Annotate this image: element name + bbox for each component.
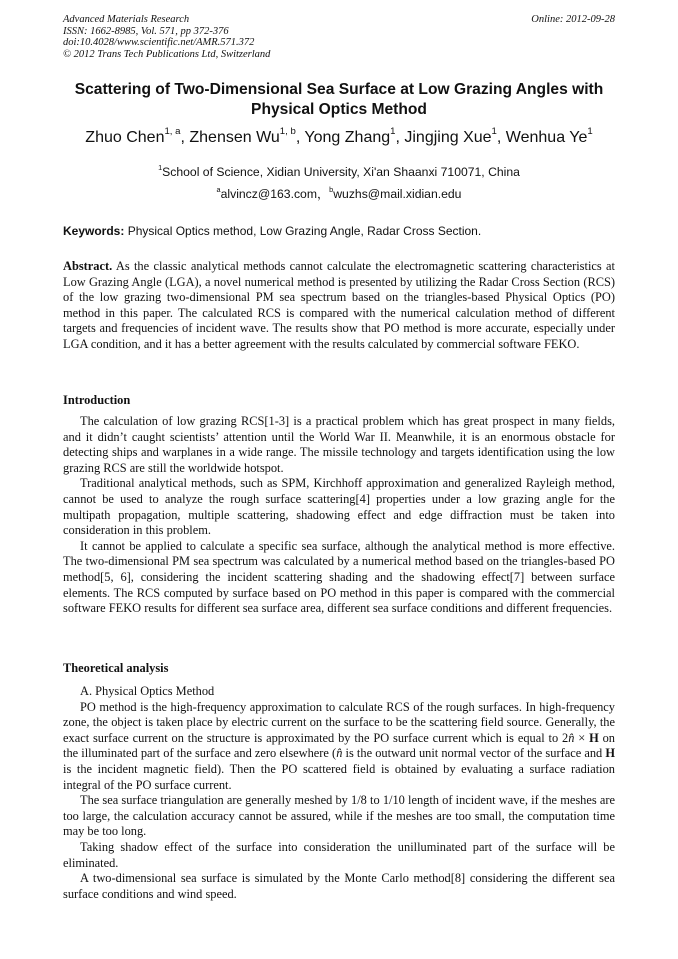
online-date: Online: 2012-09-28 — [531, 14, 615, 25]
section-heading-theoretical: Theoretical analysis — [63, 661, 169, 675]
formula-part: 2 — [562, 730, 569, 745]
journal-header — [63, 14, 615, 60]
abstract-text: As the classic analytical methods cannot calculate the electromagnetic scattering characteristics at Low Grazing Angle (LGA), a novel numerical method is presented by utilizing the Radar Cross Section (RCS) of the low grazing two-dimensional PM sea spectrum based on the triangles-based Physical Optics (PO) method in this paper. The calculated RCS is compared with the numerical calculation method of different targets and frequencies of incident wave. The results show that PO method is more accurate, especially under LGA condition, and it has a better agreement with the results calculated by commercial software FEKO. — [63, 259, 615, 351]
title-line-2: Physical Optics Method — [251, 101, 427, 118]
title-line-1: Scattering of Two-Dimensional Sea Surface at Low Grazing Angles with — [74, 81, 604, 98]
author-list — [40, 128, 638, 148]
email-separator: ， — [316, 187, 330, 201]
keywords-text: Physical Optics method, Low Grazing Angle, Radar Cross Section. — [124, 224, 482, 238]
email-a-sup: a — [216, 184, 221, 194]
author-name: Yong Zhang — [304, 129, 391, 146]
author-name: Wenhua Ye — [505, 129, 588, 146]
author-sup: 1, a — [164, 126, 181, 138]
formula-part: × — [574, 730, 590, 745]
paragraph: A two-dimensional sea surface is simulated by the Monte Carlo method[8] considering the different sea surface conditions and wind speed. — [63, 871, 615, 901]
doi-line: doi:10.4028/www.scientific.net/AMR.571.372 — [63, 37, 255, 48]
text-run: on the illuminated part of the surface and zero elsewhere ( — [63, 730, 615, 761]
author-sup: 1, b — [279, 126, 296, 138]
author-sup: 1 — [491, 126, 497, 138]
author-sep: , — [180, 129, 190, 146]
author-name: Zhuo Chen — [85, 129, 165, 146]
subheading-physical-optics: A. Physical Optics Method — [80, 684, 215, 698]
paragraph: The sea surface triangulation are generally meshed by 1/8 to 1/10 length of incident wave, if the meshes are too large, the calculation accuracy cannot be assured, while if the meshes are too small, the computation time may be too long. — [63, 793, 615, 839]
email-a[interactable]: alvincz@163.com — [220, 187, 317, 201]
affiliation-sup: 1 — [158, 162, 163, 172]
email-b[interactable]: wuzhs@mail.xidian.edu — [333, 187, 462, 201]
journal-name: Advanced Materials Research — [63, 14, 190, 25]
author-sep: , — [295, 129, 305, 146]
section-heading-introduction: Introduction — [63, 393, 131, 407]
affiliation — [40, 164, 638, 180]
keywords-label: Keywords: — [63, 224, 125, 238]
paper-title — [50, 80, 628, 120]
formula-part: n̂ — [568, 730, 575, 745]
keywords — [63, 223, 615, 239]
text-run: is the incident magnetic field). Then the PO scattered field is obtained by evaluating a surface radiation integral of the PO surface current. — [63, 761, 615, 792]
text-run: is the outward unit normal vector of the surface and — [342, 746, 606, 761]
issn-line: ISSN: 1662-8985, Vol. 571, pp 372-376 — [63, 25, 229, 37]
text-run: PO method is the high-frequency approximation to calculate RCS of the rough surfaces. In high-frequency zone, the object is taken place by electric current on the surface to be the scattering field source. Generally, the exact surface current on the structure is approximated by the PO surface current which is equal to — [63, 699, 615, 745]
paragraph: Taking shadow effect of the surface into consideration the unilluminated part of the surface will be eliminated. — [63, 839, 615, 870]
paragraph: It cannot be applied to calculate a specific sea surface, although the analytical method is more effective. The two-dimensional PM sea spectrum was calculated by a numerical method based on the triangles-based PO method[5, 6], considering the incident scattering shading and the shadowing effect[7] between surface elements. The RCS computed by surface based on PO method in this paper is compared with the commercial software FEKO results for different sea surface area, different sea surface conditions and different frequencies. — [63, 538, 615, 616]
introduction-body — [63, 414, 615, 617]
formula — [562, 731, 599, 745]
theoretical-body — [63, 684, 615, 902]
author-sup: 1 — [390, 126, 396, 138]
abstract-label: Abstract. — [63, 259, 113, 273]
author-sep: , — [395, 129, 405, 146]
author-emails — [40, 186, 638, 202]
author-sup: 1 — [587, 126, 593, 138]
formula-part: H — [605, 746, 616, 761]
paragraph: The calculation of low grazing RCS[1-3] is a practical problem which has great prospect in many fields, and it didn’t caught scientists’ attention until the World War II. Meanwhile, it is an enormous obstacle for detecting ships and warplanes in a wide range. The missile technology and targets identification using the low grazing RCS are still the worldwide hotspot. — [63, 414, 615, 475]
abstract — [63, 259, 615, 353]
author-name: Jingjing Xue — [404, 129, 492, 146]
author-name: Zhensen Wu — [189, 129, 280, 146]
formula-part: H — [589, 730, 599, 745]
paragraph — [63, 700, 615, 794]
formula-part: n̂ — [336, 746, 343, 761]
copyright-line: © 2012 Trans Tech Publications Ltd, Switzerland — [63, 48, 271, 60]
affiliation-text: School of Science, Xidian University, Xi'an Shaanxi 710071, China — [162, 165, 520, 179]
paragraph: Traditional analytical methods, such as SPM, Kirchhoff approximation and generalized Rayleigh method, cannot be used to analyze the rough surface scattering[4] properties under a low grazing angle for the multipath propagation, multiple scattering, shadowing effect and edge diffraction must be taken into consideration in this problem. — [63, 476, 615, 538]
author-sep: , — [496, 129, 506, 146]
email-b-sup: b — [329, 184, 334, 194]
